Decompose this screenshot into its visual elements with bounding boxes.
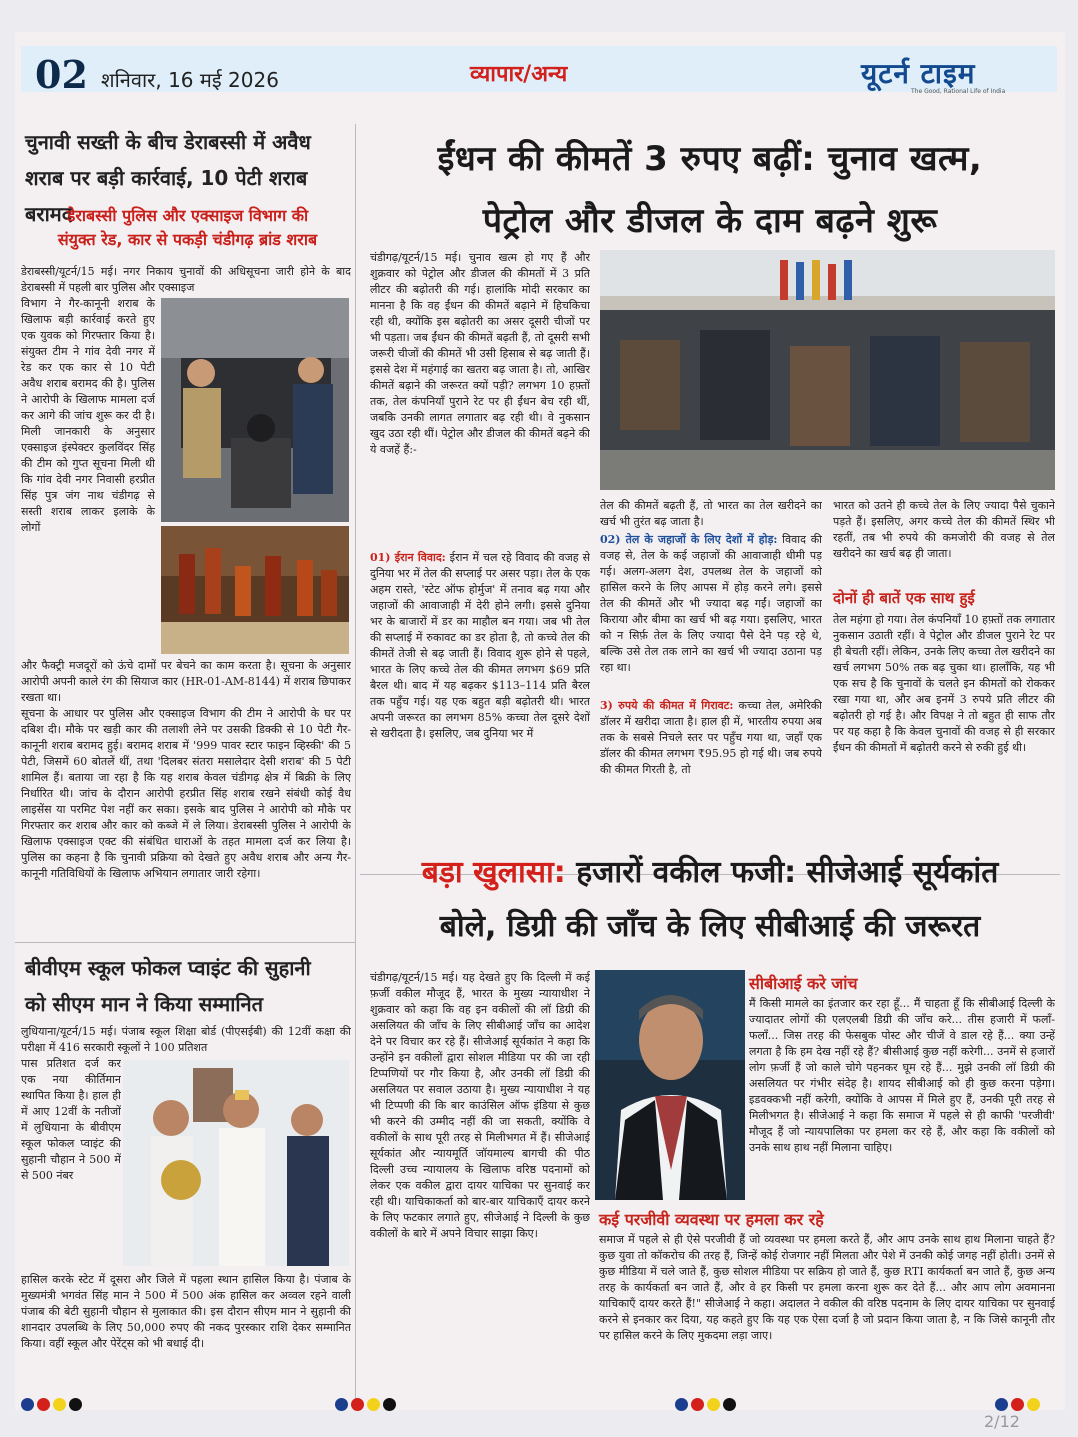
reg-dot-red <box>691 1398 704 1411</box>
liquor-body-top: डेराबस्सी/यूटर्न/15 मई। नगर निकाय चुनावों की अधिसूचना जारी होने के बाद डेराबस्सी में पहली बार पुलिस और एक्साइज <box>21 265 351 294</box>
reg-dot-blue <box>675 1398 688 1411</box>
cji-portrait-photo <box>595 970 745 1200</box>
reg-dot-blue <box>335 1398 348 1411</box>
fuel-point3 <box>600 698 822 858</box>
fuel-headline-line2: पेट्रोल और डीजल के दाम बढ़ने शुरू <box>482 201 938 241</box>
fuel-point1 <box>370 550 590 872</box>
story-divider <box>15 942 355 943</box>
fuel-col3-bottom: तेल महंगा हो गया। तेल कंपनियाँ 10 हफ़्तों तक लगातार नुकसान उठाती रहीं। वे पेट्रोल और डीजल पुराने रेट पर ही बेचती रहीं। लेकिन, उनके लिए कच्चा तेल खरीदने का खर्च लगभग 50% तक बढ़ चुका था। हालाँकि, यह भी एक सच है कि चुनावों के चलते इन कीमतों को रोककर रखा गया था, और अब इनमें 3 रुपये प्रति लीटर की बढ़ोतरी हो गई है। और विपक्ष ने तो बहुत ही साफ तौर पर यह कहा है कि केवल चुनावों की वजह से ही सरकार ईंधन की कीमतों में बढ़ोतरी करने से रुकी हुई थी। <box>833 613 1055 754</box>
reg-dot-red <box>351 1398 364 1411</box>
registration-mark-icon <box>335 1398 396 1411</box>
school-headline-line2: को सीएम मान ने किया सम्मानित <box>25 992 264 1016</box>
reg-dot-black <box>383 1398 396 1411</box>
issue-date: शनिवार, 16 मई 2026 <box>101 68 279 92</box>
school-body-top: लुधियाना/यूटर्न/15 मई। पंजाब स्कूल शिक्षा बोर्ड (पीएसईबी) की 12वीं कक्षा की परीक्षा में 416 सरकारी स्कूलों ने 100 प्रतिशत <box>21 1025 351 1054</box>
fuel-point3-label: 3) रुपये की कीमत में गिरावट: <box>600 699 734 712</box>
reg-dot-black <box>69 1398 82 1411</box>
fuel-headline <box>360 128 1060 252</box>
fuel-point1-label: 01) ईरान विवाद: <box>370 551 446 564</box>
reg-dot-black <box>723 1398 736 1411</box>
cm-honour-photo <box>123 1060 349 1266</box>
fuel-col3-top: भारत को उतने ही कच्चे तेल के लिए ज्यादा पैसे चुकाने पड़ते हैं। इसलिए, अगर कच्चे तेल की कीमतें स्थिर भी रहतीं, तब भी रुपये की कमजोरी की वजह से तेल खरीदने का खर्च बढ़ ही जाता। <box>833 499 1055 560</box>
lawyers-subhead-parasites: कई परजीवी व्यवस्था पर हमला कर रहे <box>599 1210 824 1229</box>
school-body-bottom: हासिल करके स्टेट में दूसरा और जिले में पहला स्थान हासिल किया है। पंजाब के मुख्यमंत्री भगवंत सिंह मान ने 500 में 500 अंक हासिल कर अव्वल रहने वाली पंजाब की बेटी सुहानी चौहान से मुलाकात की। इस दौरान सीएम मान ने सुहानी की शानदार उपलब्धि के लिए 50,000 रुपए की नकद पुरस्कार राशि देकर सम्मानित किया। वहीं स्कूल और पेरेंट्स को भी बधाई दी। <box>21 1273 351 1350</box>
school-headline-line1: बीवीएम स्कूल फोकल प्वाइंट की सुहानी <box>25 956 311 980</box>
reg-dot-yellow <box>707 1398 720 1411</box>
liquor-headline-line2: शराब पर बड़ी कार्रवाई, 10 पेटी शराब बरामद <box>25 166 308 226</box>
liquor-body-bottom: और फैक्ट्री मजदूरों को ऊंचे दामों पर बेचने का काम करता है। सूचना के अनुसार आरोपी अपनी काले रंग की सियाज कार (HR-01-AM-8144) में शराब छिपाकर रखता था। सूचना के आधार पर पुलिस और एक्साइज विभाग की टीम ने आरोपी के घर पर दबिश दी। मौके पर खड़ी कार की तलाशी लेने पर उसकी डिक्की से 10 पेटी गैर-कानूनी शराब बरामद हुई। बरामद शराब में '999 पावर स्टार फाइन व्हिस्की' की 5 पेटी, जिसमें 60 बोतलें थीं, तथा 'दिलबर संतरा मसालेदार देसी शराब' की 5 पेटी शामिल हैं। बताया जा रहा है कि यह शराब केवल चंडीगढ़ क्षेत्र में बिक्री के लिए निर्धारित थी। जांच के दौरान आरोपी हरप्रीत सिंह शराब रखने संबंधी कोई वैध लाइसेंस या परमिट पेश नहीं कर सका। इसके बाद पुलिस ने आरोपी को मौके पर गिरफ्तार कर शराब और कार को कब्जे में ले लिया। डेराबस्सी पुलिस ने आरोपी के खिलाफ एक्साइज एक्ट की संबंधित धाराओं के तहत मामला दर्ज कर लिया है। पुलिस का कहना है कि चुनावी प्रक्रिया को देखते हुए अवैध शराब और अन्य गैर-कानूनी गतिविधियों के खिलाफ अभियान लगातार जारी रहेगा। <box>21 659 351 880</box>
liquor-subheadline-line1: डेराबस्सी पुलिस और एक्साइज विभाग की <box>66 206 309 225</box>
fuel-point2-text: विवाद की वजह से, तेल के कई जहाजों की आवाजाही धीमी पड़ गई। अलग-अलग देश, उपलब्ध तेल के जहाजों को हासिल करने के लिए आपस में होड़ करने लगे। इससे तेल की कीमतें और भी ज्यादा बढ़ गईं। जहाजों का किराया और बीमा का खर्च भी बढ़ गया। इसलिए, भारत को न सिर्फ़ तेल के लिए ज्यादा पैसे देने पड़ रहे थे, बल्कि उसे तेल तक लाने का खर्च भी ज्यादा उठाना पड़ रहा था। <box>600 533 822 674</box>
reg-dot-blue <box>21 1398 34 1411</box>
lawyers-headline-red: बड़ा खुलासा: <box>421 855 566 890</box>
petrol-pump-queue-photo <box>600 250 1055 490</box>
liquor-subheadline-line2: संयुक्त रेड, कार से पकड़ी चंडीगढ़ ब्रांड शराब <box>57 230 318 249</box>
lawyers-headline-line2: बोले, डिग्री की जाँच के लिए सीबीआई की जरूरत <box>439 909 981 944</box>
section-label: व्यापार/अन्य <box>470 62 568 87</box>
newspaper-page <box>15 32 1065 1410</box>
fuel-point2-label: 02) तेल के जहाजों के लिए देशों में होड़: <box>600 533 778 546</box>
fuel-headline-line1: ईंधन की कीमतें 3 रुपए बढ़ीं: चुनाव खत्म, <box>437 139 983 179</box>
fuel-subhead: दोनों ही बातें एक साथ हुई <box>833 589 975 607</box>
school-body-side: पास प्रतिशत दर्ज कर एक नया कीर्तिमान स्थापित किया है। हाल ही में आए 12वीं के नतीजों में लुधियाना के बीवीएम स्कूल फोकल प्वाइंट की सुहानी चौहान ने 500 में से 500 नंबर <box>21 1057 121 1182</box>
fuel-col2-top: तेल की कीमतें बढ़ती हैं, तो भारत का तेल खरीदने का खर्च भी तुरंत बढ़ जाता है। <box>600 499 822 528</box>
reg-dot-yellow <box>53 1398 66 1411</box>
lawyers-col2: मैं किसी मामले का इंतजार कर रहा हूँ... मैं चाहता हूँ कि सीबीआई दिल्ली के ज्यादातर लोगों की एलएलबी डिग्री की जाँच करे... तीस हजारी में फलाँ-फलाँ... जिस तरह की फेसबुक पोस्ट और चीजें वे डाल रहे हैं... क्या उन्हें लगता है कि हम देख नहीं रहे हैं? बीसीआई कुछ नहीं करेगी... उनमें से हजारों लोग फ़र्जी हैं जो काले चोगे पहनकर घूम रहे हैं... मुझे उनकी लॉ डिग्री की असलियत पर गंभीर संदेह है। शायद सीबीआई को ही कुछ करना पड़ेगा। इडवक्कभी नहीं करेगी, क्योंकि वे आपस में मिले हुए हैं, उनकी पूरी तरह से मिलीभगत है। सीजेआई ने कहा कि समाज में पहले से ही काफी 'परजीवी' मौजूद हैं जो न्यायपालिका पर हमला कर रहे हैं, और कहा कि वकीलों को उनके साथ हाथ नहीं मिलाना चाहिए। <box>749 997 1055 1154</box>
lawyers-bottom: समाज में पहले से ही ऐसे परजीवी हैं जो व्यवस्था पर हमला करते हैं, और आप उनके साथ हाथ मिलाना चाहते हैं? कुछ युवा तो कॉकरोच की तरह हैं, जिन्हें कोई रोजगार नहीं मिलता और पेशे में उनकी कोई जगह नहीं होती। उनमें से कुछ मीडिया में चले जाते हैं, कुछ सोशल मीडिया पर सक्रिय हो जाते हैं, कुछ RTI कार्यकर्ता बन जाते हैं, कुछ अन्य तरह के कार्यकर्ता बन जाते हैं, और वे हर किसी पर हमला करना शुरू कर देते हैं... और आप लोग अवमानना याचिकाएँ दायर करते हैं!" सीजेआई ने कहा। अदालत ने वकील की वरिष्ठ पदनाम के लिए दायर याचिका पर सुनवाई करने से इनकार कर दिया, यह कहते हुए कि यह एक ऐसा दर्जा है जो प्रदान किया जाता है, न कि जिसे कानूनी तौर पर हासिल करने के लिए मुकदमा लड़ा जाए। <box>599 1233 1055 1342</box>
liquor-raid-photo <box>161 298 349 522</box>
logo-text: यूटर्न टाइम <box>861 57 976 90</box>
registration-mark-icon <box>21 1398 82 1411</box>
fuel-col1-intro: चंडीगढ़/यूटर्न/15 मई। चुनाव खत्म हो गए हैं और शुक्रवार को पेट्रोल और डीजल की कीमतों में 3 प्रति लीटर की बढ़ोतरी की गई। हालांकि मोदी सरकार का मानना है कि वह ईंधन की कीमतें बढ़ाने में हिचकिचा रही थी, क्योंकि इस बढ़ोतरी का असर दूसरी चीजों पर भी पड़ता। जब ईंधन की कीमतें बढ़ती हैं, तो दूसरी सभी जरूरी चीजों की कीमतें भी उसी हिसाब से बढ़ जाती हैं। इससे देश में महंगाई का खतरा बढ़ जाता है। तो, आखिर कीमतें बढ़ाने की जरूरत क्यों पड़ी? लगभग 10 हफ़्तों तक, तेल कंपनियाँ पुराने रेट पर ही ईंधन बेच रही थीं, जबकि उनकी लागत लगातार बढ़ रही थी। वे नुकसान खुद उठा रही थीं। पेट्रोल और डीजल की कीमतें बढ़ने की ये वजहें हैं:- <box>370 251 590 456</box>
reg-dot-blue <box>995 1398 1008 1411</box>
reg-dot-yellow <box>1027 1398 1040 1411</box>
liquor-subheadline <box>25 204 350 252</box>
page-counter: 2/12 <box>984 1412 1020 1431</box>
fuel-point2 <box>600 532 822 694</box>
reg-dot-red <box>37 1398 50 1411</box>
lawyers-headline-line1 <box>360 846 1060 900</box>
fuel-point1-text: ईरान में चल रहे विवाद की वजह से दुनिया भर में तेल की सप्लाई पर असर पड़ा। तेल के एक अहम रास्ते, 'स्टेट ऑफ होर्मुज' में तनाव बढ़ गया और जहाजों की आवाजाही में देरी होने लगी। इससे दुनिया भर के बाजारों में डर का माहौल बन गया। जब भी तेल की सप्लाई में रुकावट का डर होता है, तो कच्चे तेल की कीमतें तेजी से बढ़ जाती हैं। विवाद शुरू होने से पहले, भारत के लिए कच्चे तेल की कीमत लगभग $69 प्रति बैरल थी। बाद में यह बढ़कर $113–114 प्रति बैरल तक पहुँच गई। यह एक बहुत बड़ी बढ़ोतरी थी। भारत अपनी जरूरत का लगभग 85% कच्चा तेल दूसरे देशों से खरीदता है। इसलिए, जब दुनिया भर में <box>370 551 590 740</box>
school-headline <box>25 950 350 1022</box>
masthead-logo <box>855 54 1051 98</box>
lawyers-headline-rest: हजारों वकील फजी: सीजेआई सूर्यकांत <box>565 855 999 890</box>
registration-mark-icon <box>995 1398 1040 1411</box>
liquor-body-side: विभाग ने गैर-कानूनी शराब के खिलाफ बड़ी कार्रवाई करते हुए एक युवक को गिरफ्तार किया है। संयुक्त टीम ने गांव देवी नगर में रेड कर एक कार से 10 पेटी अवैध शराब बरामद की है। पुलिस ने आरोपी के खिलाफ मामला दर्ज कर आगे की जांच शुरू कर दी है। मिली जानकारी के अनुसार एक्साइज इंस्पेक्टर कुलविंदर सिंह की टीम को गुप्त सूचना मिली थी कि गांव देवी नगर निवासी हरप्रीत सिंह पुत्र जंग नाथ चंडीगढ़ से सस्ती शराब लाकर इलाके के लोगों <box>21 297 155 534</box>
column-divider <box>355 124 356 1409</box>
seized-liquor-photo <box>161 526 349 654</box>
liquor-headline-line1: चुनावी सख्ती के बीच डेराबस्सी में अवैध <box>25 130 311 154</box>
logo-tagline: The Good, Rational Life of India <box>911 88 1006 95</box>
reg-dot-yellow <box>367 1398 380 1411</box>
reg-dot-red <box>1011 1398 1024 1411</box>
lawyers-col1: चंडीगढ़/यूटर्न/15 मई। यह देखते हुए कि दिल्ली में कई फ़र्जी वकील मौजूद हैं, भारत के मुख्य न्यायाधीश ने शुक्रवार को कहा कि वह इन वकीलों की लॉ डिग्री की असलियत की जाँच के लिए सीबीआई जाँच का आदेश देने पर विचार कर रहे हैं। सीजेआई सूर्यकांत ने कहा कि उन्होंने इन वकीलों द्वारा सोशल मीडिया पर की जा रही टिप्पणियों पर गौर किया है, और उनकी लॉ डिग्री की असलियत पर सवाल उठाया है। मुख्य न्यायाधीश ने यह भी टिप्पणी की कि बार काउंसिल ऑफ इंडिया से कुछ भी करने की उम्मीद नहीं की जा सकती, क्योंकि वे वकीलों के साथ पूरी तरह से मिलीभगत में हैं। सीजेआई सूर्यकांत और न्यायमूर्ति जॉयमाल्य बागची की पीठ दिल्ली उच्च न्यायालय के खिलाफ वरिष्ठ पदनामों को लेकर एक वकील द्वारा दायर याचिका पर सुनवाई कर रही थी। याचिकाकर्ता को बार-बार याचिकाएँ दायर करने के लिए फटकार लगाते हुए, सीजेआई ने दिल्ली के कुछ वकीलों के बारे में अपने विचार साझा किए। <box>370 971 590 1240</box>
lawyers-headline <box>360 846 1060 954</box>
registration-mark-icon <box>675 1398 736 1411</box>
fuel-point3-text: कच्चा तेल, अमेरिकी डॉलर में खरीदा जाता है। हाल ही में, भारतीय रुपया अब तक के सबसे निचले स्तर पर पहुँच गया था, जहाँ एक डॉलर की कीमत लगभग ₹95.95 हो गई थी। जब रुपये की कीमत गिरती है, तो <box>600 699 822 776</box>
page-number: 02 <box>35 52 88 97</box>
lawyers-subhead-cbi: सीबीआई करे जांच <box>749 974 858 993</box>
